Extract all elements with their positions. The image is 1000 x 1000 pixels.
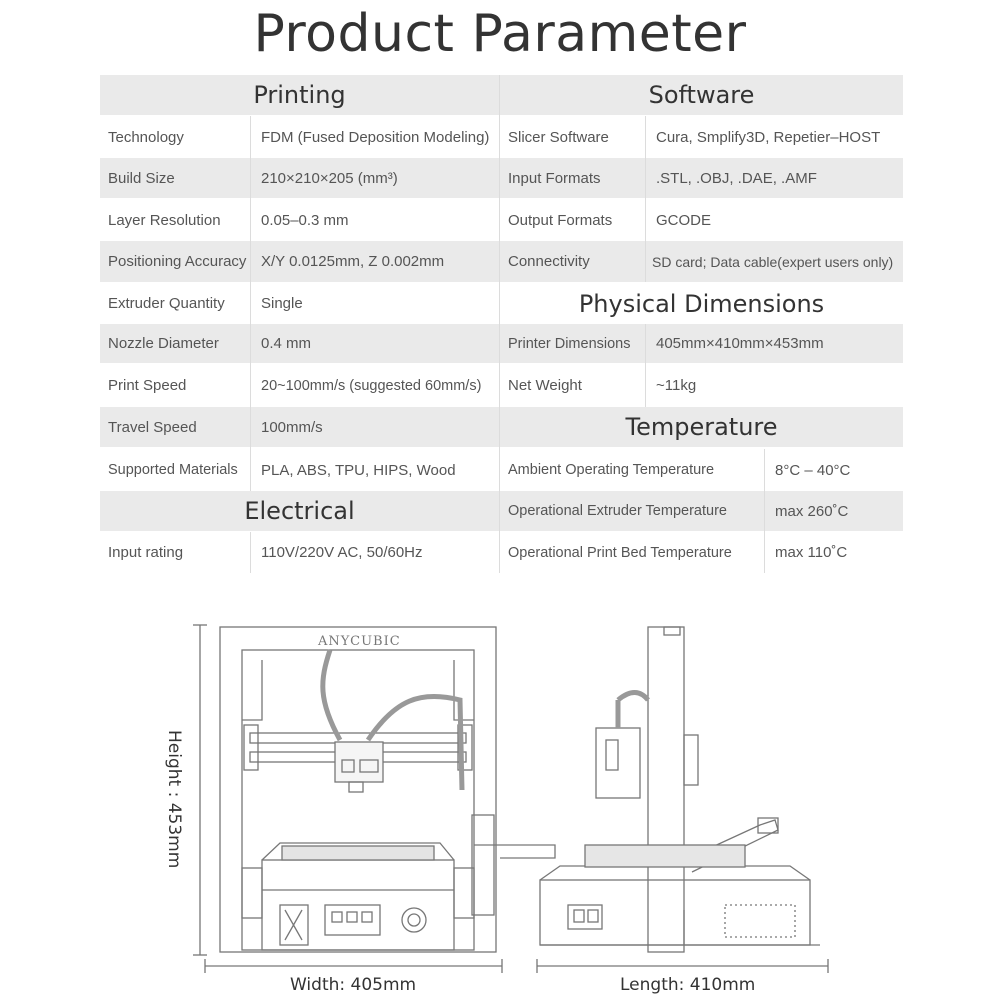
spec-value: GCODE — [656, 211, 712, 229]
printing-header: Printing — [253, 81, 346, 109]
length-dimension-line — [537, 959, 828, 973]
spec-value: FDM (Fused Deposition Modeling) — [261, 128, 490, 146]
brand-logo: ANYCUBIC — [318, 634, 401, 649]
width-dimension-line — [205, 959, 502, 973]
spec-label: Operational Extruder Temperature — [508, 503, 727, 519]
spec-label: Connectivity — [508, 253, 590, 270]
physical-dimensions-header: Physical Dimensions — [578, 289, 825, 318]
spec-value: max 260˚C — [775, 502, 849, 520]
spec-label: Input Formats — [508, 169, 601, 187]
spec-value: 110V/220V AC, 50/60Hz — [261, 544, 423, 561]
spec-value: 0.05–0.3 mm — [261, 211, 349, 229]
software-header: Software — [648, 81, 755, 109]
spec-label: Slicer Software — [508, 128, 609, 146]
spec-value: Cura, Smplify3D, Repetier–HOST — [656, 128, 881, 146]
spec-label: Build Size — [108, 169, 175, 187]
spec-label: Net Weight — [508, 377, 582, 394]
spec-label: Print Speed — [108, 377, 187, 394]
spec-value: X/Y 0.0125mm, Z 0.002mm — [261, 253, 445, 270]
temperature-header: Temperature — [625, 413, 778, 441]
spec-value: 210×210×205 (mm³) — [261, 169, 398, 187]
spec-value: 405mm×410mm×453mm — [656, 335, 824, 352]
spec-value: 8°C – 40°C — [775, 461, 851, 479]
spec-label: Extruder Quantity — [108, 294, 225, 312]
spec-label: Layer Resolution — [108, 211, 221, 229]
spec-value: 100mm/s — [261, 418, 323, 436]
spec-label: Ambient Operating Temperature — [508, 462, 715, 478]
spec-label: Technology — [108, 128, 184, 146]
height-dimension-line — [193, 625, 207, 955]
printer-side-view — [540, 627, 820, 952]
spec-label: Printer Dimensions — [508, 335, 631, 352]
spec-label: Input rating — [108, 544, 184, 561]
spec-value: SD card; Data cable(expert users only) — [652, 253, 894, 270]
spec-value: max 110˚C — [775, 544, 848, 561]
spec-value: Single — [261, 294, 303, 312]
spec-value: 0.4 mm — [261, 335, 312, 352]
electrical-header: Electrical — [244, 497, 355, 525]
spec-value: .STL, .OBJ, .DAE, .AMF — [656, 169, 817, 187]
page-title: Product Parameter — [253, 4, 747, 64]
spec-label: Positioning Accuracy — [108, 253, 247, 270]
spec-label: Nozzle Diameter — [108, 335, 219, 352]
spec-value: PLA, ABS, TPU, HIPS, Wood — [261, 461, 456, 479]
spec-label: Operational Print Bed Temperature — [508, 544, 732, 561]
spec-label: Travel Speed — [108, 418, 197, 436]
height-label: Height : 453mm — [164, 730, 184, 869]
printer-front-view — [220, 627, 555, 952]
spec-label: Supported Materials — [108, 462, 238, 478]
length-label: Length: 410mm — [620, 975, 756, 995]
spec-label: Output Formats — [508, 211, 613, 229]
width-label: Width: 405mm — [290, 975, 417, 995]
spec-value: ~11kg — [656, 377, 697, 394]
spec-value: 20~100mm/s (suggested 60mm/s) — [261, 377, 482, 394]
